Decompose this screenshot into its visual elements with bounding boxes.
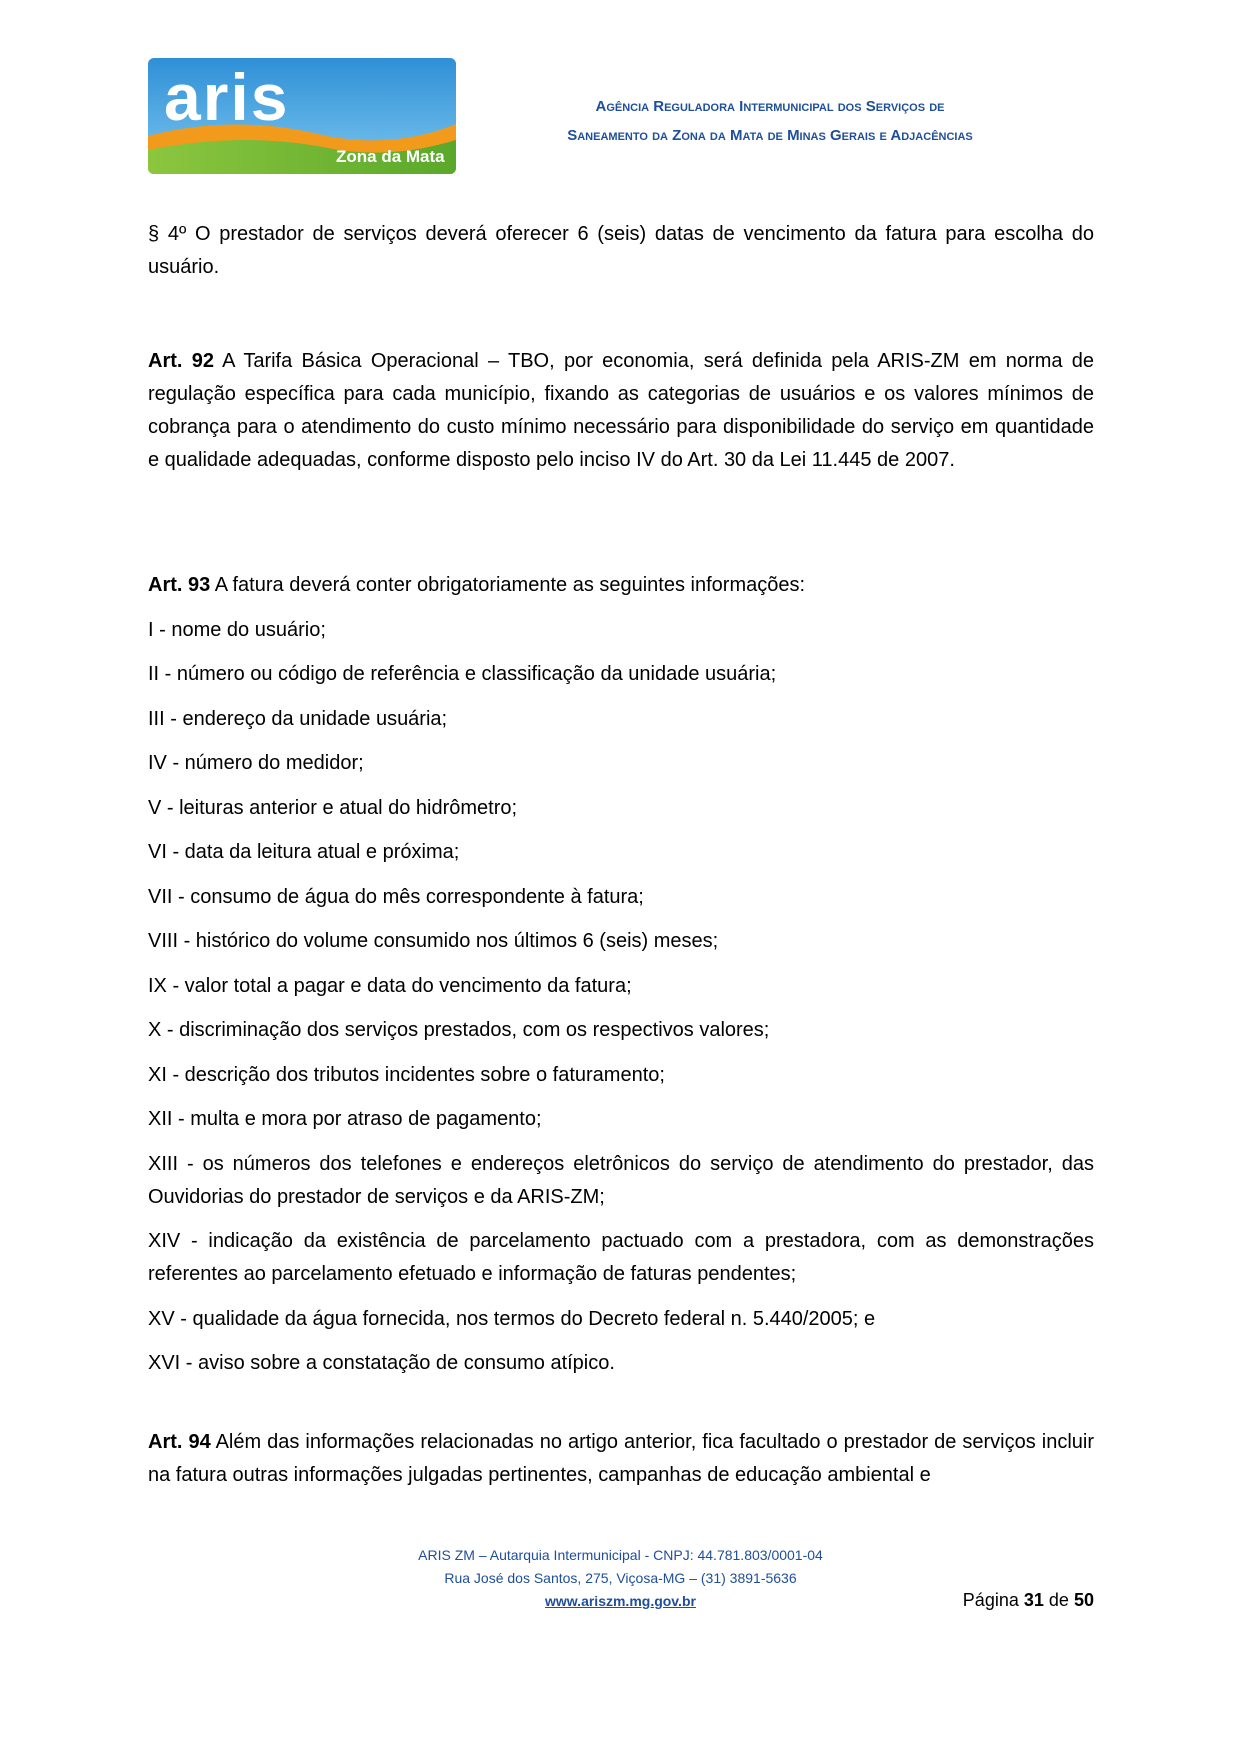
- footer-line-cnpj: ARIS ZM – Autarquia Intermunicipal - CNPJ: 44.781.803/0001-04: [418, 1547, 823, 1563]
- list-item: XIV - indicação da existência de parcelamento pactuado com a prestadora, com as demonstrações referentes ao parcelamento efetuado e informação de faturas pendentes;: [148, 1230, 1094, 1285]
- article-93: [148, 569, 1094, 1380]
- paragraph-4: [148, 218, 1094, 284]
- logo-wordmark: aris: [164, 60, 290, 134]
- article-92-text: A Tarifa Básica Operacional – TBO, por economia, será definida pela ARIS-ZM em norma de regulação específica para cada município, fixando as categorias de usuários e os valores mínimos de cobrança para o atendimento do custo mínimo necessário para disponibilidade do serviço em quantidade e qualidade adequadas, conforme disposto pelo inciso IV do Art. 30 da Lei 11.445 de 2007.: [148, 350, 1095, 471]
- logo-graphic: [148, 58, 456, 174]
- list-item: XI - descrição dos tributos incidentes sobre o faturamento;: [148, 1063, 665, 1086]
- logo-subtitle: Zona da Mata: [336, 147, 445, 166]
- paragraph-4-text: § 4º O prestador de serviços deverá oferecer 6 (seis) datas de vencimento da fatura para escolha do usuário.: [148, 223, 1094, 278]
- list-item: XIII - os números dos telefones e endereços eletrônicos do serviço de atendimento do prestador, das Ouvidorias do prestador de serviços e da ARIS-ZM;: [148, 1152, 1094, 1208]
- article-93-list: [148, 614, 1094, 1381]
- article-92-label: Art. 92: [148, 350, 214, 372]
- list-item: III - endereço da unidade usuária;: [148, 707, 448, 730]
- list-item: XII - multa e mora por atraso de pagamento;: [148, 1108, 542, 1130]
- footer-line-address: Rua José dos Santos, 275, Viçosa-MG – (31) 3891-5636: [444, 1570, 797, 1586]
- page-total: 50: [1073, 1590, 1094, 1610]
- agency-title-line1: Agência Reguladora Intermunicipal dos Serviços de: [595, 98, 945, 115]
- agency-title: [480, 92, 1060, 150]
- list-item: IX - valor total a pagar e data do vencimento da fatura;: [148, 974, 632, 997]
- list-item: VII - consumo de água do mês correspondente à fatura;: [148, 885, 644, 908]
- list-item: X - discriminação dos serviços prestados, com os respectivos valores;: [148, 1019, 770, 1041]
- list-item: II - número ou código de referência e classificação da unidade usuária;: [148, 663, 777, 685]
- list-item: V - leituras anterior e atual do hidrômetro;: [148, 796, 518, 819]
- article-94: [148, 1426, 1094, 1492]
- article-94-text: Além das informações relacionadas no artigo anterior, fica facultado o prestador de serviços incluir na fatura outras informações julgadas pertinentes, campanhas de educação ambiental e: [148, 1431, 1094, 1486]
- page-label: Página: [962, 1590, 1019, 1610]
- page-number: [963, 1590, 1094, 1611]
- aris-logo: [148, 58, 456, 174]
- list-item: VIII - histórico do volume consumido nos últimos 6 (seis) meses;: [148, 930, 719, 952]
- footer-website-link[interactable]: www.ariszm.mg.gov.br: [545, 1593, 696, 1609]
- article-94-label: Art. 94: [148, 1431, 211, 1453]
- list-item: I - nome do usuário;: [148, 618, 326, 641]
- article-92: [148, 345, 1094, 477]
- page-current: 31: [1023, 1590, 1044, 1610]
- article-93-text: A fatura deverá conter obrigatoriamente as seguintes informações:: [210, 574, 806, 596]
- list-item: VI - data da leitura atual e próxima;: [148, 841, 460, 863]
- list-item: IV - número do medidor;: [148, 752, 364, 774]
- list-item: XVI - aviso sobre a constatação de consumo atípico.: [148, 1352, 615, 1374]
- agency-title-line2: Saneamento da Zona da Mata de Minas Gerais e Adjacências: [567, 127, 973, 144]
- list-item: XV - qualidade da água fornecida, nos termos do Decreto federal n. 5.440/2005; e: [148, 1307, 876, 1330]
- article-93-label: Art. 93: [148, 574, 211, 596]
- page-of: de: [1048, 1590, 1069, 1610]
